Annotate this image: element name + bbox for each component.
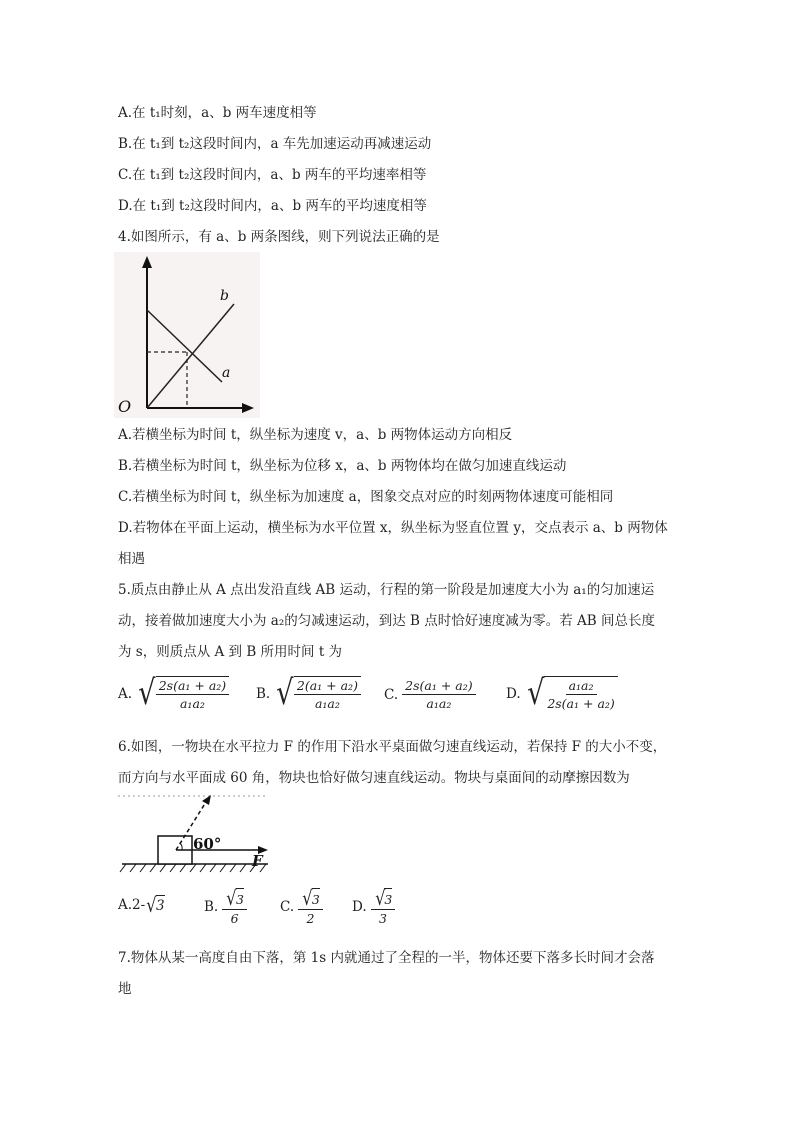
q6-option-b-num: 3 [236, 888, 244, 908]
q5-option-b-num: 2(a₁ + a₂) [294, 678, 361, 695]
q4-option-b: B.若横坐标为时间 t，纵坐标为位移 x，a、b 两物体均在做匀加速直线运动 [118, 458, 567, 474]
q5-option-d-label: D. [506, 685, 521, 702]
q5-option-a [118, 673, 229, 713]
q5-option-d [506, 673, 618, 713]
q6-option-d-label: D. [352, 899, 367, 915]
q5-option-c [384, 678, 476, 711]
q6-option-b: B. √ 3 6 [204, 888, 247, 926]
q6-option-a-text: 2- [132, 897, 146, 913]
q6-stem-line2: 而方向与水平面成 60 角，物块也恰好做匀速直线运动。物块与桌面间的动摩擦因数为 [118, 770, 630, 786]
q5-option-b [256, 673, 361, 713]
q6-option-a-label: A. [118, 897, 133, 913]
angle-label: 60° [193, 835, 222, 853]
q3-option-b: B.在 t₁到 t₂这段时间内，a 车先加速运动再减速运动 [118, 136, 432, 152]
q6-option-a [118, 895, 165, 915]
q3-option-c: C.在 t₁到 t₂这段时间内，a、b 两车的平均速率相等 [118, 167, 427, 183]
q5-stem-line2: 动，接着做加速度大小为 a₂的匀减速运动，到达 B 点时恰好速度减为零。若 AB 间总长度 [118, 613, 656, 629]
q5-option-c-label: C. [384, 686, 399, 703]
table-hatching [120, 864, 266, 872]
q5-stem-line1: 5.质点由静止从 A 点出发沿直线 AB 运动，行程的第一阶段是加速度大小为 a₁的匀加速运 [118, 582, 655, 598]
q4-option-c: C.若横坐标为时间 t，纵坐标为加速度 a，图象交点对应的时刻两物体速度可能相同 [118, 489, 614, 505]
q6-figure [118, 792, 278, 880]
graph-background [114, 252, 260, 418]
line-a-label: a [222, 365, 231, 381]
q6-stem-line1: 6.如图，一物块在水平拉力 F 的作用下沿水平桌面做匀速直线运动，若保持 F 的大小不变， [118, 739, 667, 755]
q5-option-d-num: a₁a₂ [566, 678, 597, 695]
q6-option-d-den: 3 [379, 911, 387, 926]
q6-option-a-sqrt: √ 3 [146, 893, 165, 917]
q6-option-b-den: 6 [230, 911, 239, 926]
q5-option-a-den: a₁a₂ [179, 696, 205, 711]
q7-stem-line1: 7.物体从某一高度自由下落，第 1s 内就通过了全程的一半，物体还要下落多长时间才会落 [118, 950, 655, 966]
q5-option-c-num: 2s(a₁ + a₂) [402, 678, 475, 695]
q6-option-c-label: C. [280, 899, 295, 915]
q4-stem: 4.如图所示，有 a、b 两条图线，则下列说法正确的是 [118, 229, 440, 245]
q5-option-d-sqrt: √ $\frac{\text{a₁a₂}}{\text{2s(a₁ + a₂)}}$ [525, 676, 618, 711]
q7-stem-line2: 地 [118, 981, 132, 997]
q4-option-d-line1: D.若物体在平面上运动，横坐标为水平位置 x，纵坐标为竖直位置 y，交点表示 a、b 两物体 [118, 520, 668, 536]
q6-option-c-den: 2 [306, 911, 315, 926]
force-label: F [252, 852, 263, 870]
line-b-label: b [220, 288, 229, 304]
q5-option-b-den: a₁a₂ [314, 696, 340, 711]
q6-option-a-rad: 3 [156, 895, 165, 915]
q3-option-a: A.在 t₁时刻，a、b 两车速度相等 [118, 105, 317, 121]
q4-option-a: A.若横坐标为时间 t，纵坐标为速度 v，a、b 两物体运动方向相反 [118, 427, 513, 443]
q4-graph [114, 252, 260, 418]
q5-option-a-sqrt: √ $\frac{\text{2s(a₁ + a₂)}}{\text{a₁a₂}}$ [136, 676, 229, 711]
q5-option-a-num: 2s(a₁ + a₂) [156, 678, 229, 695]
q5-option-a-label: A. [118, 685, 133, 702]
q5-stem-line3: 为 s，则质点从 A 到 B 所用时间 t 为 [118, 644, 343, 660]
q6-option-d: D. √ 3 3 [352, 888, 395, 926]
q6-option-c-num: 3 [312, 888, 320, 908]
origin-label: O [118, 397, 132, 416]
q6-option-b-label: B. [204, 899, 219, 915]
q5-option-c-den: a₁a₂ [426, 696, 452, 711]
q5-option-d-den: 2s(a₁ + a₂) [547, 696, 615, 711]
q5-option-b-label: B. [256, 685, 271, 702]
q5-option-b-sqrt: √ $\frac{\text{2(a₁ + a₂)}}{\text{a₁a₂}}$ [274, 676, 361, 711]
q6-option-c: C. √ 3 2 [280, 888, 323, 926]
q6-option-d-num: 3 [384, 888, 392, 908]
q3-option-d: D.在 t₁到 t₂这段时间内，a、b 两车的平均速度相等 [118, 198, 427, 214]
q4-option-d-line2: 相遇 [118, 551, 145, 567]
